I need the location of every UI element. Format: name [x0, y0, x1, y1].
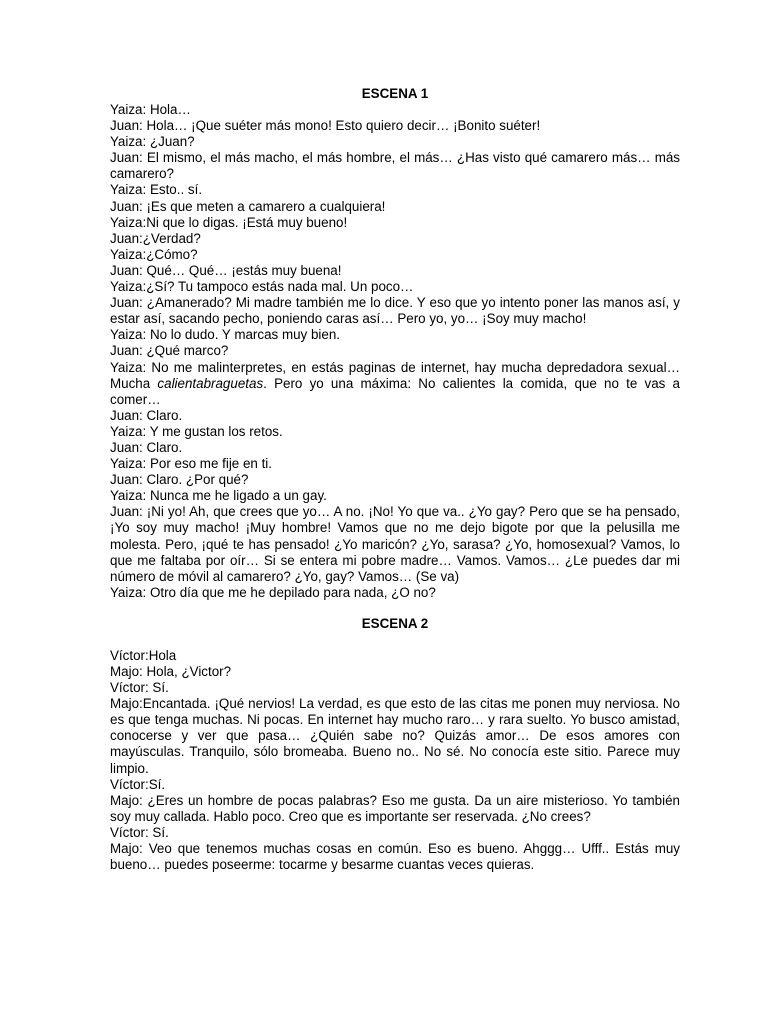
scene-2-title: ESCENA 2 [361, 615, 429, 631]
scene-1-title: ESCENA 1 [361, 86, 429, 101]
dialogue-line: Yaiza: Y me gustan los retos. [110, 423, 283, 439]
dialogue-line: Majo: Veo que tenemos muchas cosas en común. Eso es bueno. Ahggg… Ufff.. Estás muy bueno… puedes poseerme: tocarme y besarme cuantas veces quieras. [110, 841, 680, 873]
dialogue-text: Yaiza: No me malinterpretes, en estás paginas de internet, hay mucha depredadora sexual… Mucha [110, 359, 680, 391]
dialogue-line: Juan: ¿Amanerado? Mi madre también me lo dice. Y eso que yo intento poner las manos así, y estar así, sacando pecho, poniendo caras así… Pero yo, yo… ¡Soy muy macho! [110, 295, 680, 327]
dialogue-line: Yaiza: No lo dudo. Y marcas muy bien. [110, 327, 340, 343]
dialogue-line: Yaiza: ¿Juan? [110, 134, 195, 150]
dialogue-line: Víctor: Sí. [110, 680, 169, 696]
dialogue-line: Yaiza: Hola… [110, 102, 191, 117]
dialogue-line: Majo: ¿Eres un hombre de pocas palabras? Eso me gusta. Da un aire misterioso. Yo también soy muy callada. Hablo poco. Creo que es importante ser reservada. ¿No crees? [110, 792, 680, 824]
dialogue-line: Yaiza:Ni que lo digas. ¡Está muy bueno! [110, 214, 348, 230]
dialogue-line: Juan: Qué… Qué… ¡estás muy buena! [110, 262, 342, 278]
dialogue-line: Juan: Claro. [110, 439, 183, 455]
dialogue-line: Juan: El mismo, el más macho, el más hombre, el más… ¿Has visto qué camarero más… más camarero? [110, 150, 680, 182]
dialogue-line: Juan: ¿Qué marco? [110, 343, 229, 359]
script-page [110, 86, 680, 873]
dialogue-line: Majo: Hola, ¿Victor? [110, 664, 232, 679]
dialogue-line-with-italic [110, 360, 680, 408]
dialogue-line: Yaiza: Por eso me fije en ti. [110, 456, 273, 472]
dialogue-line: Víctor:Hola [110, 647, 177, 663]
dialogue-line: Yaiza:¿Cómo? [110, 246, 198, 262]
italic-word: calientabraguetas [157, 375, 264, 391]
dialogue-line: Juan: Hola… ¡Que suéter más mono! Esto quiero decir… ¡Bonito suéter! [110, 118, 541, 134]
dialogue-line: Majo:Encantada. ¡Qué nervios! La verdad, es que esto de las citas me ponen muy nerviosa. No es que tenga muchas. Ni pocas. En internet hay mucho raro… y rara suelto. Yo busco amistad, conocerse y ver que pasa… ¿Quién sabe no? Quizás amor… De esos amores con mayúsculas. Tranquilo, sólo bromeaba. Bueno no.. No sé. No conocía este sitio. Parece muy limpio. [110, 696, 680, 776]
dialogue-line: Yaiza:¿Sí? Tu tampoco estás nada mal. Un poco… [110, 279, 414, 295]
dialogue-line: Juan: ¡Ni yo! Ah, que crees que yo… A no. ¡No! Yo que va.. ¿Yo gay? Pero que se ha pensado, ¡Yo soy muy macho! ¡Muy hombre! Vamos que no me dejo bigote por que la pelusilla me molesta. Pero, ¡qué te has pensado! ¿Yo maricón? ¿Yo, sarasa? ¿Yo, homosexual? Vamos, lo que me faltaba por oír… Si se entera mi pobre madre… Vamos. Vamos… ¿Le puedes dar mi número de móvil al camarero? ¿Yo, gay? Vamos… (Se va) [110, 504, 680, 584]
dialogue-line: Yaiza: Esto.. sí. [110, 182, 203, 198]
dialogue-line: Juan: Claro. [110, 407, 183, 423]
dialogue-line: Juan:¿Verdad? [110, 230, 201, 246]
dialogue-line: Yaiza: Nunca me he ligado a un gay. [110, 488, 327, 504]
dialogue-line: Juan: ¡Es que meten a camarero a cualquiera! [110, 198, 386, 214]
dialogue-line: Víctor:Sí. [110, 776, 166, 792]
dialogue-line: Yaiza: Otro día que me he depilado para nada, ¿O no? [110, 584, 436, 600]
dialogue-text: . Pero yo una máxima: No calientes la comida, que no te vas a comer… [110, 375, 680, 407]
dialogue-line: Víctor: Sí. [110, 824, 169, 840]
dialogue-line: Juan: Claro. ¿Por qué? [110, 472, 249, 488]
